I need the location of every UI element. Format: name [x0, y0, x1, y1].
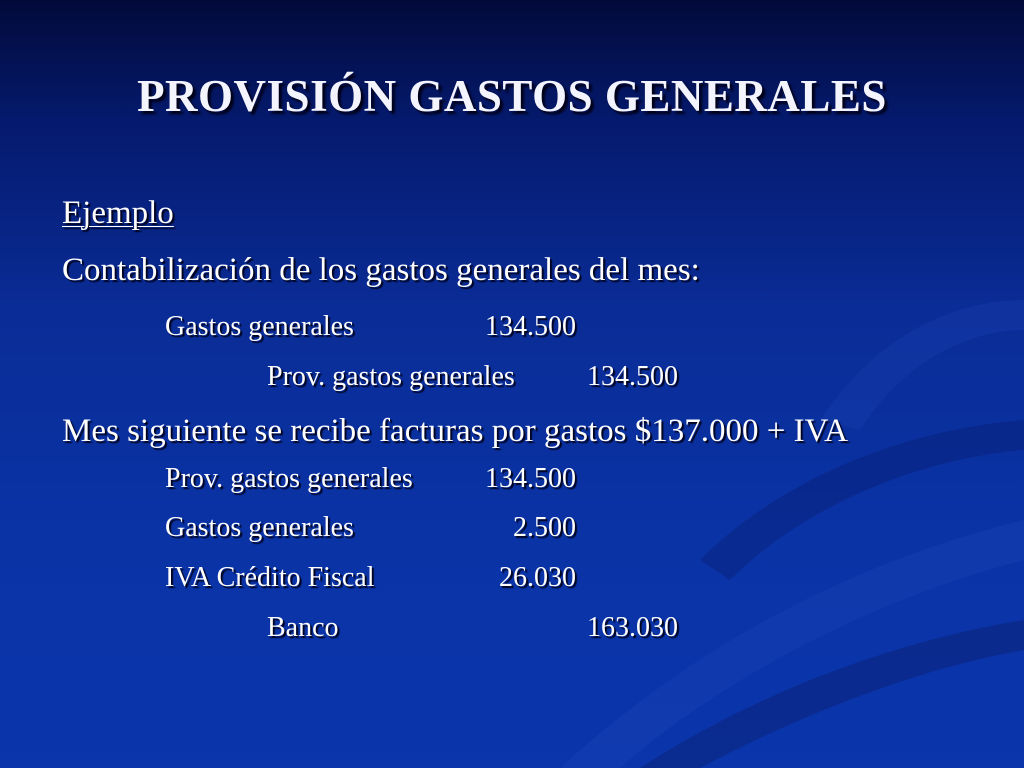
amount-value: 134.500 — [485, 463, 576, 494]
amount-value: 26.030 — [499, 562, 576, 593]
amount-value: 134.500 — [587, 361, 678, 392]
intro-text: Contabilización de los gastos generales del mes: — [62, 252, 700, 288]
slide-title: PROVISIÓN GASTOS GENERALES — [137, 71, 887, 121]
amount-value: 2.500 — [513, 512, 576, 543]
account-label: Gastos generales — [165, 311, 354, 342]
account-label: Prov. gastos generales — [165, 463, 413, 494]
account-label: Banco — [267, 612, 339, 643]
amount-value: 163.030 — [587, 612, 678, 643]
second-intro-text: Mes siguiente se recibe facturas por gastos $137.000 + IVA — [62, 413, 848, 449]
account-label: Gastos generales — [165, 512, 354, 543]
account-label: Prov. gastos generales — [267, 361, 515, 392]
account-label: IVA Crédito Fiscal — [165, 562, 375, 593]
example-heading: Ejemplo — [62, 195, 174, 231]
amount-value: 134.500 — [485, 311, 576, 342]
